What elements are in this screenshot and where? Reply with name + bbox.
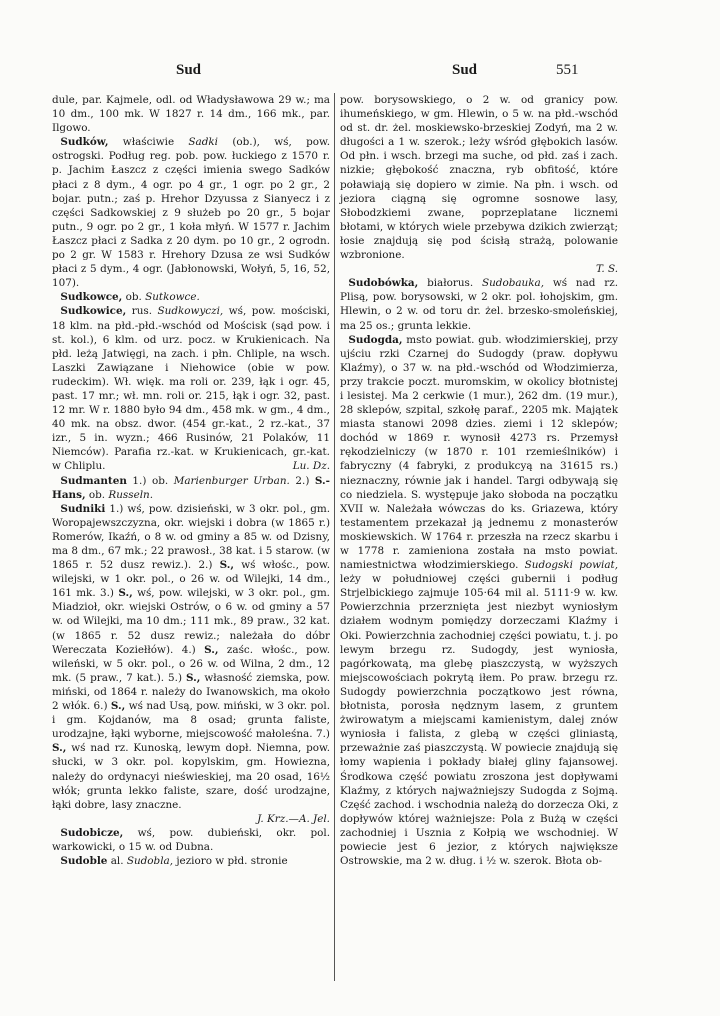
dictionary-entry <box>52 474 330 502</box>
dictionary-entry <box>340 93 618 262</box>
entry-text: białorus. <box>418 277 482 290</box>
entry-text: rus. <box>126 305 158 318</box>
entry-headword: Sudków, <box>60 136 109 149</box>
italic-term: Sadki <box>188 136 219 149</box>
italic-term: Marienburger Urban. <box>173 474 290 487</box>
author-signature: J. Krz.—A. Jel. <box>257 812 330 825</box>
entry-text: msto powiat. gub. włodzimierskiej, przy ujściu rzki Czarnej do Sudogdy (praw. dopływu Klaźmy), o 37 w. na płd.-wschód od Włodzimierza, przy trakcie poczt. muromskim, w okolicy błotnistej i lesistej. Ma 2 cerkwie (1 mur.), 262 dm. (19 mur.), 28 sklepów, szpital, szkołę paraf., 2205 mk. Majątek miasta stanowi 2098 dzies. ziemi i 12 sklepów; dochód w 1869 r. wynosił 4273 rs. Przemysł rękodzielniczy (w 1870 r. 101 rzemieślników) i fabryczny (4 fabryki, z produkcyą na 31615 rs.) nieznaczny, równie jak i handel. Targi odbywają się co niedziela. S. występuje jako słoboda na początku XVII w. Należała wówczas do ks. Griazewa, który testamentem przekazał ją jednemu z monasterów moskiewskich. W 1764 r. przeszła na rzecz skarbu i w 1778 r. zamieniona została na msto powiat. namiestnictwa włodzimierskiego. <box>340 333 618 572</box>
entry-text: wś nad rz. Kunoską, lewym dopł. Niemna, pow. słucki, w 3 okr. pol. kopylskim, gm. Howiezna, należy do ordynacyi nieświeskiej, ma 20 osad, 16½ włók; grunta lekko faliste, szare, dość urodzajne, łąki dobre, lasy znaczne. <box>52 742 330 811</box>
italic-term: Sudobla, <box>126 855 174 868</box>
entry-text: al. <box>107 855 127 868</box>
italic-term: Sudogski powiat, <box>524 559 618 572</box>
dictionary-entry <box>52 826 330 854</box>
entry-text: (ob.), wś, pow. ostrogski. Podług reg. pob. pow. łuckiego z 1570 r. p. Jachim Łaszcz z części imienia swego Sadków płaci z 8 dym., 4 ogr. po 4 gr., 1 ogr. po 2 gr., 2 bojar. putn.; zaś p. Hrehor Dzyussa z Sianyecz i z części Sadkowskiej z 9 służeb po 20 gr., 5 bojar putn., 9 ogr. po 2 gr., 1 koła młyń. W 1577 r. Jachim Łaszcz płaci z Sadka z 20 dym. po 10 gr., 2 ogrodn. po 2 gr. W 1583 r. Hrehory Dzusa ze wsi Sudków płaci z 5 dym., 4 ogr. (Jabłonowski, Wołyń, 5, 16, 52, 107). <box>52 136 330 290</box>
author-signature: T. S. <box>595 263 618 276</box>
entry-text: własność ziemska, pow. miński, od 1864 r. należy do Iwanowskich, ma około 2 włók. 6.) <box>52 671 331 713</box>
entry-text: wś, pow. mościski, 18 klm. na płd.-płd.-wschód od Mościsk (sąd pow. i st. kol.), 6 klm. od urz. pocz. w Krukienicach. Na płd. leżą Jatwięgi, na zach. i płn. Chliple, na wsch. Laszki Zawiązane i Niehowice (obie w pow. rudeckim). Wł. więk. ma roli or. 239, łąk i ogr. 45, past. 17 mr.; wł. mn. roli or. 215, łąk i ogr. 32, past. 12 mr. W r. 1880 było 94 dm., 458 mk. w gm., 4 dm., 40 mk. na obsz. dwor. (454 gr.-kat., 2 rz.-kat., 37 izr., 5 in. wyzn.; 466 Rusinów, 21 Polaków, 11 Niemców). Parafia rz.-kat. w Krukienicach, gr.-kat. w Chliplu. <box>52 305 330 473</box>
dictionary-entry <box>52 502 330 812</box>
entry-headword: S., <box>204 643 219 656</box>
entry-text: wś, pow. dubieński, okr. pol. warkowicki, o 15 w. od Dubna. <box>52 826 330 853</box>
running-head-right: Sud <box>452 62 478 78</box>
running-head-left: Sud <box>176 62 202 78</box>
entry-headword: Sudoble <box>60 855 108 868</box>
dictionary-entry <box>52 290 330 304</box>
entry-text: wś nad rz. Plisą, pow. borysowski, w 2 okr. pol. łohojskim, gm. Hlewin, o 2 w. od toru dr. żel. brzesko-smoleńskiej, ma 25 os.; grunta lekkie. <box>340 277 618 332</box>
entry-headword: Sudobicze, <box>60 826 124 839</box>
italic-term: Russeln. <box>108 488 154 501</box>
dictionary-entry <box>52 93 330 135</box>
entry-text: dule, par. Kajmele, odl. od Władysławowa 29 w.; ma 10 dm., 100 mk. W 1827 r. 14 dm., 166 mk., par. Ilgowo. <box>52 94 330 135</box>
page-number: 551 <box>556 62 579 78</box>
entry-text: ob. <box>85 488 109 501</box>
entry-text: leży w południowej części gubernii i podług Strjelbickiego zajmuje 105·64 mil al. 5111·9 w. kw. Powierzchnia przerznięta jest niezbyt wyniosłym działem wodnym pomiędzy dorzeczami Klaźmy i Oki. Powierzchnia zachodniej części powiatu, t. j. po lewym brzegu rz. Sudogdy, jest wyniosła, pagórkowatą, ma glebę piaszczystą, w wyższych miejscowościach pokrytą iłem. Po praw. brzegu rz. Sudogdy powierzchnia początkowo jest równa, błotnista, porosła nędznym lasem, z gruntem żwirowatym a miejscami kamienistym, dalej znów wyniosła i falista, z glebą w części gliniastą, przeważnie zaś piaszczystą. W powiecie znajdują się łomy wapienia i pokłady białej gliny fajansowej. Środkowa część powiatu zroszona jest dopływami Klaźmy, z których najważniejszy Sudogda z Sojmą. Część zachod. i wschodnia należą do dorzecza Oki, z dopływów której ważniejsze: Pola z Bużą w części zachodniej i Usznia z Kołpią we wschodniej. W powiecie jest 6 jezior, z których największe Ostrowskie, ma 2 w. dług. i ½ w. szerok. Błota ob- <box>340 573 618 868</box>
dictionary-entry <box>340 276 618 332</box>
author-signature: Lu. Dz. <box>292 460 330 473</box>
italic-term: Sutkowce. <box>145 291 200 304</box>
entry-text: 1.) ob. <box>126 474 174 487</box>
entry-text: pow. borysowskiego, o 2 w. od granicy pow. ihumeńskiego, w gm. Hlewin, o 5 w. na płd.-wschód od st. dr. żel. moskiewsko-brzeskiej Zodyń, ma 2 w. długości a 1 w. szerok.; leży wśród głębokich lasów. Od płn. i wsch. brzegi ma suche, od płd. zaś i zach. nizkie; głębokość znaczna, ryb obfitość, które poławiają się dopiero w zimie. Na płn. i wsch. od jeziora ciągną się ogromne sosnowe lasy, Słobodzkiemi zwane, poprzeplatane licznemi błotami, w których wiele przebywa dzikich zwierząt; łosie znajdują się pod ścisłą strażą, polowanie wzbronione. <box>340 94 618 262</box>
dictionary-entry <box>52 854 330 868</box>
entry-headword: S., <box>219 559 234 572</box>
entry-text: 1.) wś, pow. dzisieński, w 3 okr. pol., gm. Woropajewszczyzna, okr. wiejski i dobra (w 1865 r.) Romerów, Ikaźń, o 8 w. od gminy a 85 w. od Dzisny, ma 8 dm., 67 mk.; 22 prawosł., 38 kat. i 5 starow. (w 1865 r. 52 dusz rewiz.). 2.) <box>52 502 330 572</box>
dictionary-entry <box>340 333 618 869</box>
entry-text: wś, pow. wilejski, w 3 okr. pol., gm. Miadzioł, okr. wiejski Ostrów, o 6 w. od gminy a 57 w. od Wilejki, ma 10 dm.; 111 mk., 89 praw., 32 kat. (w 1865 r. 52 dusz rewiz.; należała do dóbr Wereczata Koziełłów). 4.) <box>52 587 330 656</box>
entry-headword: S., <box>118 587 133 600</box>
entry-headword: Sudkowice, <box>60 305 127 318</box>
entry-headword: S.-Hans, <box>52 474 330 501</box>
entry-text: właściwie <box>108 136 189 149</box>
italic-term: Sudkowyczi, <box>157 305 224 318</box>
entry-headword: Sudniki <box>60 502 106 515</box>
entry-headword: S., <box>110 700 126 713</box>
entry-text: wś włośc., pow. wilejski, w 1 okr. pol., o 26 w. od Wilejki, 14 dm., 161 mk. 3.) <box>52 559 330 600</box>
running-header <box>0 62 720 82</box>
entry-text: jezioro w płd. stronie <box>173 855 288 868</box>
entry-headword: Sudmanten <box>60 474 127 487</box>
dictionary-entry <box>52 304 330 473</box>
entry-headword: Sudogda, <box>348 333 403 346</box>
entry-text: 2.) <box>289 474 315 487</box>
right-text-column <box>340 93 618 868</box>
italic-term: Sudobauka, <box>481 277 545 290</box>
left-text-column <box>52 93 330 868</box>
entry-text: zaśc. włośc., pow. wileński, w 5 okr. pol., o 26 w. od Wilna, 2 dm., 12 mk. (5 praw., 7 kat.). 5.) <box>52 643 330 684</box>
entry-text: ob. <box>122 291 146 304</box>
entry-headword: S., <box>186 671 201 684</box>
entry-headword: Sudobówka, <box>348 277 419 290</box>
column-divider <box>334 93 335 981</box>
entry-text: wś nad Usą, pow. miński, w 3 okr. pol. i gm. Kojdanów, ma 8 osad; grunta faliste, urodzajne, łąki wyborne, miejscowość małoleśna. 7.) <box>52 700 330 741</box>
dictionary-entry <box>52 135 330 290</box>
entry-headword: S., <box>52 742 67 755</box>
entry-headword: Sudkowce, <box>60 291 123 304</box>
